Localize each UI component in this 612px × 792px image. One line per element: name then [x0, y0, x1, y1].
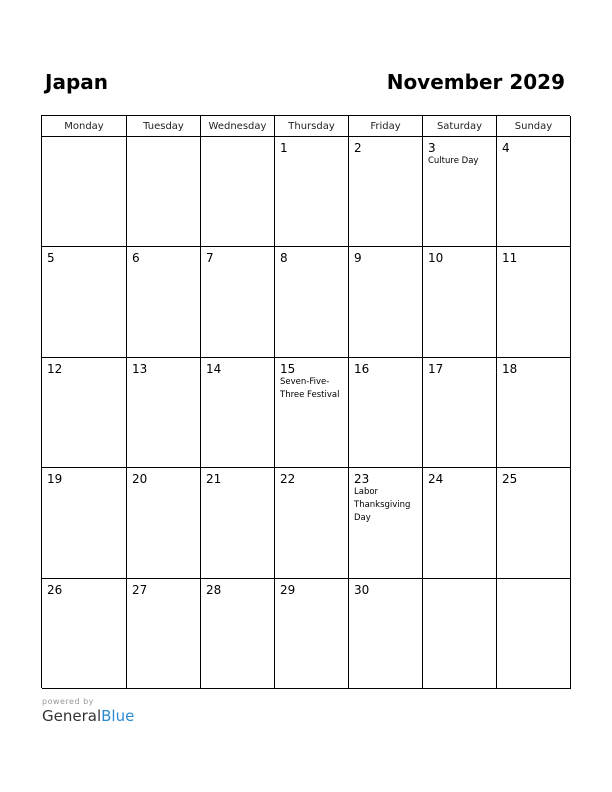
holiday-label: Labor Thanksgiving Day [354, 487, 411, 524]
day-number: 13 [132, 361, 148, 376]
weekday-header-thursday: Thursday [275, 116, 349, 137]
weekday-header-sunday: Sunday [497, 116, 571, 137]
day-number: 16 [354, 361, 370, 376]
day-cell [42, 358, 127, 468]
day-number: 17 [428, 361, 444, 376]
day-cell [497, 137, 571, 247]
day-number: 30 [354, 582, 370, 597]
day-cell [275, 358, 349, 468]
day-number: 9 [354, 251, 362, 266]
weekday-header-monday: Monday [42, 116, 127, 137]
day-number: 27 [132, 582, 148, 597]
day-number: 29 [280, 582, 296, 597]
powered-by-label: powered by [42, 697, 94, 706]
day-number: 15 [280, 361, 296, 376]
day-cell [349, 468, 423, 578]
day-cell [349, 247, 423, 357]
brand-general: General [42, 707, 102, 725]
day-cell [127, 247, 201, 357]
day-cell [201, 247, 275, 357]
generalblue-logo[interactable] [42, 697, 134, 725]
holiday-label: Seven-Five-Three Festival [280, 376, 340, 400]
day-cell [497, 358, 571, 468]
day-cell [127, 579, 201, 689]
day-number: 18 [502, 361, 518, 376]
day-cell [275, 579, 349, 689]
day-number: 11 [502, 251, 518, 266]
month-title: November 2029 [386, 70, 565, 94]
weekday-header-friday: Friday [349, 116, 423, 137]
day-cell [349, 579, 423, 689]
day-cell [423, 247, 497, 357]
day-cell [497, 579, 571, 689]
day-number: 5 [47, 251, 55, 266]
day-number: 26 [47, 582, 63, 597]
day-cell [42, 247, 127, 357]
day-number: 1 [280, 141, 288, 155]
day-cell [42, 579, 127, 689]
day-number: 3 [428, 141, 436, 155]
day-number: 22 [280, 472, 296, 487]
day-cell [127, 468, 201, 578]
day-number: 4 [502, 141, 510, 155]
day-cell [275, 137, 349, 247]
day-cell [497, 468, 571, 578]
holiday-label: Culture Day [428, 156, 479, 166]
day-cell [42, 468, 127, 578]
day-number: 10 [428, 251, 444, 266]
day-number: 8 [280, 251, 288, 266]
day-cell [201, 358, 275, 468]
day-cell [201, 579, 275, 689]
day-number: 25 [502, 472, 518, 487]
brand-name [42, 707, 134, 725]
day-number: 24 [428, 472, 444, 487]
day-cell [201, 468, 275, 578]
day-number: 19 [47, 472, 63, 487]
day-cell [423, 468, 497, 578]
day-number: 23 [354, 472, 370, 487]
day-cell [201, 137, 275, 247]
day-cell [349, 137, 423, 247]
country-name: Japan [45, 70, 108, 94]
day-cell [423, 358, 497, 468]
day-cell [349, 358, 423, 468]
day-cell [275, 468, 349, 578]
weekday-header-tuesday: Tuesday [127, 116, 201, 137]
day-number: 2 [354, 141, 362, 155]
weekday-header-saturday: Saturday [423, 116, 497, 137]
day-number: 21 [206, 472, 222, 487]
day-number: 12 [47, 361, 63, 376]
day-cell [127, 137, 201, 247]
day-number: 7 [206, 251, 214, 266]
day-cell [127, 358, 201, 468]
day-number: 28 [206, 582, 222, 597]
day-cell [423, 137, 497, 247]
calendar-grid [41, 115, 570, 688]
day-cell [497, 247, 571, 357]
day-number: 20 [132, 472, 148, 487]
day-number: 6 [132, 251, 140, 266]
weekday-header-wednesday: Wednesday [201, 116, 275, 137]
brand-blue: Blue [101, 707, 135, 725]
day-cell [42, 137, 127, 247]
day-number: 14 [206, 361, 222, 376]
day-cell [423, 579, 497, 689]
day-cell [275, 247, 349, 357]
